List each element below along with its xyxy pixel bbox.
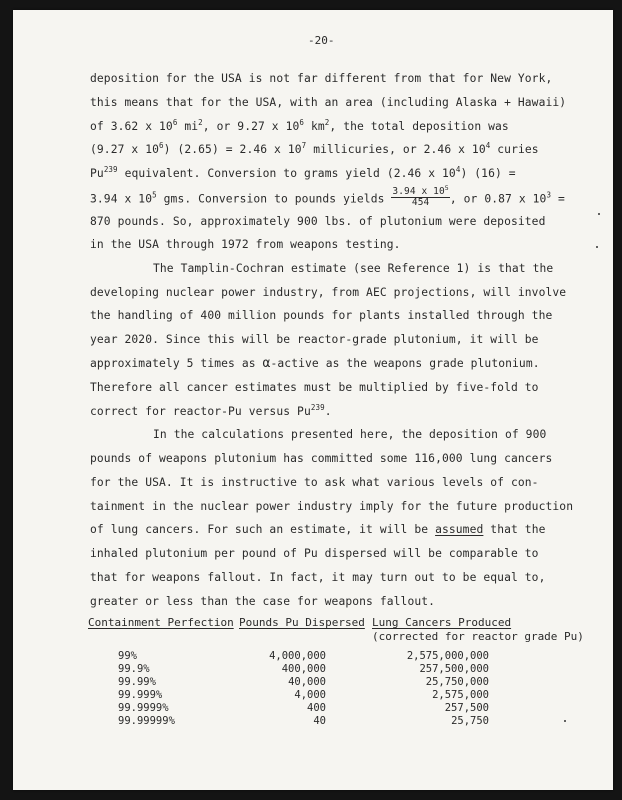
paragraph2-line7: correct for reactor-Pu versus Pu$^{239}$. [90,403,332,418]
paragraph3-line5: of lung cancers. For such an estimate, it will be assumed that the [90,523,546,536]
paragraph3-line4: tainment in the nuclear power industry imply for the future production [90,500,574,513]
paragraph1-line6: 3.94 x $10^5$ gms. Conversion to pounds yields $\frac{3.94 x 10^5}{454}$ , or 0.87 x $10^3$ = [90,184,565,208]
table-cell-perfection: 99.99% [118,676,156,688]
table-header-pounds: Pounds Pu Dispersed [239,616,365,629]
scan-speck [596,246,598,248]
paragraph2-line6: Therefore all cancer estimates must be multiplied by five-fold to [90,381,539,394]
underlined-word: assumed [435,523,484,536]
table-cell-pounds: 400 [307,702,326,714]
table-header-cancers: Lung Cancers Produced [372,616,512,629]
table-cell-perfection: 99.999% [118,689,163,701]
table-cell-cancers: 25,750,000 [425,676,489,688]
table-header-containment: Containment Perfection [88,616,234,629]
table-cell-cancers: 25,750 [451,715,489,727]
table-cell-pounds: 40,000 [288,676,326,688]
table-cell-perfection: 99.9999% [118,702,169,714]
table-cell-pounds: 4,000,000 [269,650,326,662]
table-cell-cancers: 2,575,000,000 [406,650,489,662]
paragraph2-line1: The Tamplin-Cochran estimate (see Reference 1) is that the [153,262,554,275]
paragraph2-line2: developing nuclear power industry, from AEC projections, will involve [90,286,567,299]
paragraph3-line1: In the calculations presented here, the deposition of 900 [153,428,547,441]
paragraph1-line8: in the USA through 1972 from weapons testing. [90,238,401,251]
paragraph3-line7: that for weapons fallout. In fact, it may turn out to be equal to, [90,571,546,584]
table-cell-cancers: 257,500,000 [419,663,489,675]
paragraph2-line3: the handling of 400 million pounds for plants installed through the [90,309,553,322]
table-cell-perfection: 99% [118,650,137,662]
paragraph3-line3: for the USA. It is instructive to ask what various levels of con- [90,476,539,489]
paragraph1-line5: Pu$^{239}$ equivalent. Conversion to grams yield (2.46 x $10^4$) (16) = [90,165,516,180]
table-cell-perfection: 99.99999% [118,715,175,727]
document-page [13,10,613,790]
table-cell-cancers: 2,575,000 [432,689,489,701]
paragraph1-line1: deposition for the USA is not far different from that for New York, [90,72,553,85]
table-cell-pounds: 40 [313,715,326,727]
paragraph3-line2: pounds of weapons plutonium has committed some 116,000 lung cancers [90,452,553,465]
paragraph1-line4: (9.27 x $10^6$) (2.65) = 2.46 x $10^7$ millicuries, or 2.46 x $10^4$ curies [90,141,539,156]
table-subheader: (corrected for reactor grade Pu) [372,630,584,643]
scan-speck [598,213,600,215]
pounds-fraction: $\frac{3.94 x 10^5}{454}$ [392,184,449,208]
table-cell-cancers: 257,500 [444,702,489,714]
table-cell-pounds: 4,000 [294,689,326,701]
paragraph2-line5: approximately 5 times as α-active as the weapons grade plutonium. [90,356,540,371]
scan-speck [564,720,566,722]
paragraph3-line8: greater or less than the case for weapons fallout. [90,595,436,608]
paragraph1-line7: 870 pounds. So, approximately 900 lbs. of plutonium were deposited [90,215,546,228]
alpha-symbol: α [262,356,271,371]
table-cell-perfection: 99.9% [118,663,150,675]
page-number: -20- [308,34,335,47]
paragraph1-line3: of 3.62 x $10^6$ $mi^2$, or 9.27 x $10^6$ $km^2$, the total deposition was [90,118,509,133]
paragraph3-line6: inhaled plutonium per pound of Pu dispersed will be comparable to [90,547,539,560]
paragraph2-line4: year 2020. Since this will be reactor-grade plutonium, it will be [90,333,539,346]
table-cell-pounds: 400,000 [281,663,326,675]
paragraph1-line2: this means that for the USA, with an area (including Alaska + Hawaii) [90,96,567,109]
